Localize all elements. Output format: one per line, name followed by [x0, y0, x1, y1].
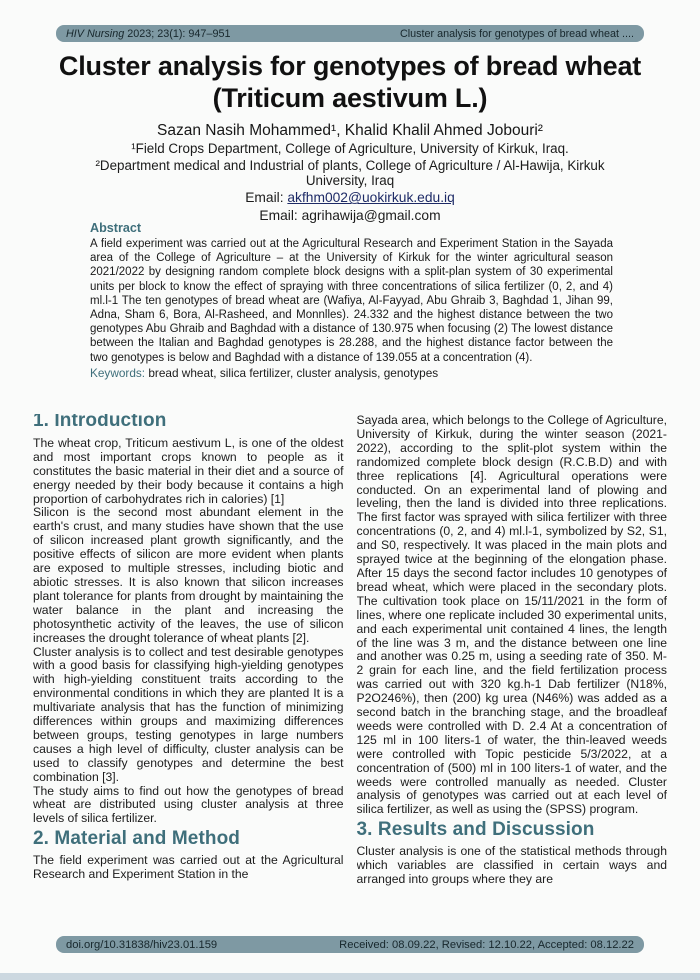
email-label-2: Email:	[259, 207, 302, 223]
paper-title-line1: Cluster analysis for genotypes of bread wheat	[58, 51, 642, 81]
email-line-1	[0, 190, 700, 207]
affiliation-2: ²Department medical and Industrial of plants, College of Agriculture / Al-Hawija, Kirkuk University, Iraq	[95, 157, 605, 189]
intro-paragraph-1: The wheat crop, Triticum aestivum L, is one of the oldest and most important crops known to people as it constitutes the basic material in their diet and a source of energy needed by their body because it contains a high proportion of carbohydrates rich in calories) [1]	[33, 435, 344, 506]
section-heading-introduction: 1. Introduction	[33, 414, 167, 431]
intro-paragraph-3: Cluster analysis is to collect and test desirable genotypes with a good basis for classifying high-yielding genotypes with high-yielding constituent traits according to the environmental conditions in which they are planted It is a multivariate analysis that has the function of minimizing differences within groups and maximizing differences between groups, testing genotypes in large numbers causes a high level of difficulty, cluster analysis can be used to classify genotypes and determine the best combination [3].	[33, 644, 344, 784]
received-dates: Received: 08.09.22, Revised: 12.10.22, Accepted: 08.12.22	[339, 938, 634, 951]
running-title: Cluster analysis for genotypes of bread wheat ....	[399, 27, 634, 40]
right-column	[357, 414, 668, 935]
affiliation-1: ¹Field Crops Department, College of Agriculture, University of Kirkuk, Iraq.	[131, 140, 569, 156]
doi-text: doi.org/10.31838/hiv23.01.159	[66, 938, 218, 951]
results-paragraph: Cluster analysis is one of the statistical methods through which variables are classified in certain ways and arranged into groups where they are	[356, 844, 667, 886]
footer-bar	[56, 936, 644, 953]
method-continuation-paragraph: Sayada area, which belongs to the College of Agriculture, University of Kirkuk, during the winter season (2021-2022), according to the split-plot system within the randomized complete block design (R.C.B.D) and with three replications [4]. Agricultural operations were conducted. On an experimental land of plowing and leveling, then the land is divided into three replications. The first factor was sprayed with silica fertilizer with three concentrations (0, 2, and 4) ml.l-1, symbolized by S2, S1, and S0, respectively. It was placed in the main plots and sprayed twice at the beginning of the elongation phase. After 15 days the second factor includes 10 genotypes of bread wheat, which were placed in the secondary plots. The cultivation took place on 15/11/2021 in the form of lines, where one replicate included 30 experimental units, and each experimental unit contained 4 lines, the length of the line was 3 m, and the distance between one line and another was 0.25 m, using a seeding rate of 350. M-2 grain for each line, and the field fertilization process was carried out with 320 kg.h-1 Dab fertilizer (N18%, P2O246%), then (200) kg urea (N46%) was added as a second batch in the branching stage, and the broadleaf weeds were controlled with D. 2.4 At a concentration of 125 ml in 100 liters-1 of water, the thin-leaved weeds were controlled with Topic pesticide 5/3/2022, at a concentration of (500) ml in 100 liters-1 of water, and the weeds were controlled manually as needed. Cluster analysis of genotypes was carried out at each level of silica fertilizer, as well as using the (SPSS) program.	[356, 414, 667, 817]
abstract-body: A field experiment was carried out at the Agricultural Research and Experiment Station in the Sayada area of the College of Agriculture – at the University of Kirkuk for the winter agricultural season 2021/2022 by designing random complete block designs with a split-plan system of 30 experimental units per block to know the effect of spraying with three concentrations of silica fertilizer (0, 2, and 4) ml.l-1 The ten genotypes of bread wheat are (Wafiya, Al-Fayyad, Abu Ghraib 3, Baghdad 1, Jihan 99, Adna, Sham 6, Bora, Al-Rasheed, and Monnlles). 24.332 and the highest distance between the two genotypes Abu Ghraib and Baghdad with a distance of 130.975 when focusing (2) The lowest distance between the Italian and Baghdad genotypes is 28.288, and the highest distance factor between the two genotypes is below and Baghdad with a distance of 139.055 at a concentration (4).	[90, 238, 613, 364]
abstract-heading: Abstract	[90, 221, 142, 235]
header-bar	[56, 25, 644, 42]
scan-edge-strip	[0, 973, 700, 980]
citation-rest: 2023; 23(1): 947–951	[124, 27, 231, 40]
method-paragraph: The field experiment was carried out at the Agricultural Research and Experiment Station in the	[33, 853, 344, 882]
paper-title	[0, 50, 700, 115]
paper-title-line2: (Triticum aestivum L.)	[212, 83, 488, 114]
intro-paragraph-4: The study aims to find out how the genotypes of bread wheat are distributed using cluster analysis at three levels of silica fertilizer.	[33, 783, 344, 826]
journal-citation	[66, 28, 230, 40]
email-address-2: agrihawija@gmail.com	[301, 207, 441, 223]
abstract-section	[90, 221, 613, 380]
email-label-1: Email:	[245, 190, 288, 206]
email-link[interactable]: akfhm002@uokirkuk.edu.iq	[287, 190, 455, 206]
intro-paragraph-2: Silicon is the second most abundant element in the earth's crust, and many studies have shown that the use of silicon increased plant growth significantly, and the positive effects of silicon are more evident when plants are exposed to multiple stresses, including biotic and abiotic stresses. It is also known that silicon increases plant tolerance for plants from drought by maintaining the water balance in the plant and increasing the photosynthetic activity of the leaves, the use of silicon increases the drought tolerance of wheat plants [2].	[33, 505, 344, 645]
body-columns	[33, 414, 667, 935]
authors-line: Sazan Nasih Mohammed¹, Khalid Khalil Ahmed Jobouri²	[157, 121, 543, 139]
section-heading-results: 3. Results and Discussion	[356, 819, 595, 841]
title-block	[0, 50, 700, 224]
keywords-label: Keywords:	[90, 365, 146, 380]
left-column	[33, 414, 344, 935]
journal-name: HIV Nursing	[66, 27, 125, 40]
keywords-line	[90, 366, 613, 380]
keywords-text: bread wheat, silica fertilizer, cluster analysis, genotypes	[145, 365, 439, 380]
section-heading-material-method: 2. Material and Method	[33, 828, 241, 850]
